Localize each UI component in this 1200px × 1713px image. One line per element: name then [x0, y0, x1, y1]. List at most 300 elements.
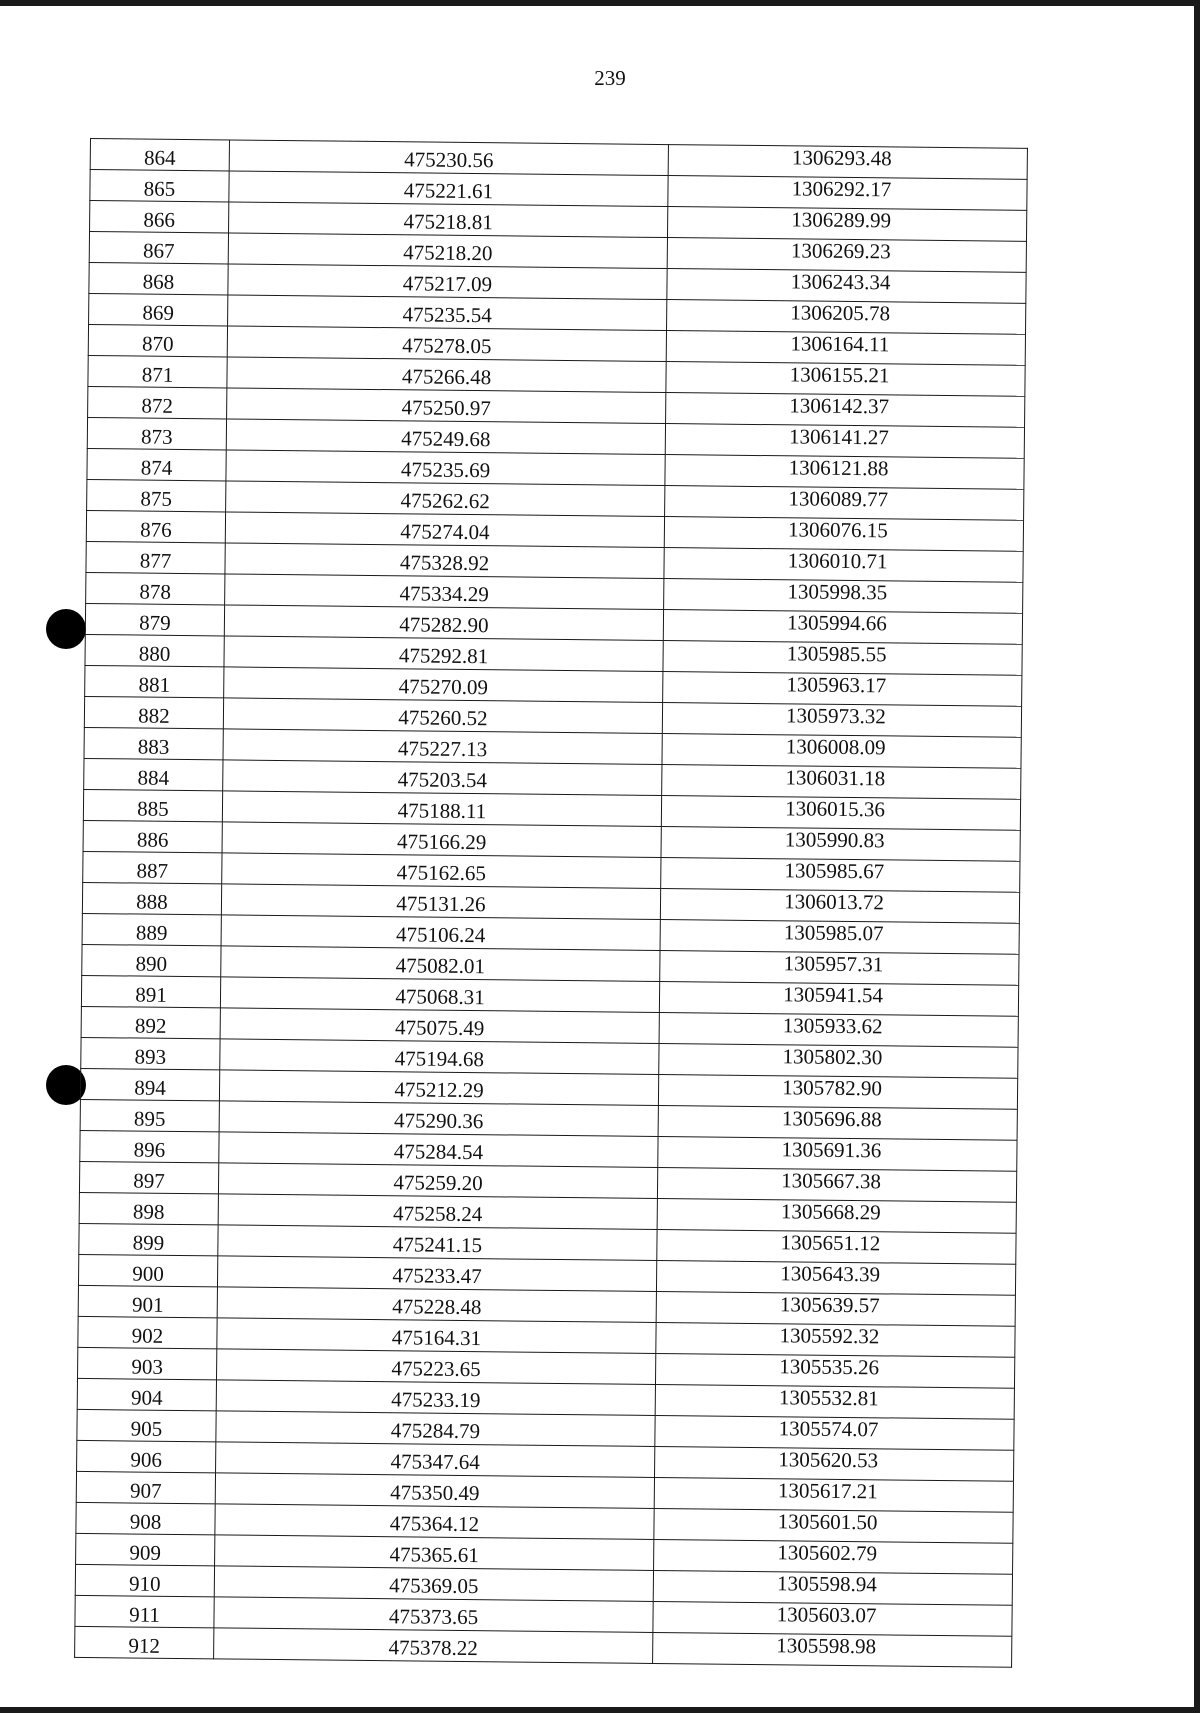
x-coordinate-text: 475233.47 [392, 1263, 482, 1289]
point-number-cell [80, 1099, 219, 1131]
point-number-cell [89, 232, 228, 264]
x-coordinate-cell [224, 667, 663, 703]
x-coordinate-cell [221, 946, 660, 982]
y-coordinate-cell [663, 672, 1022, 707]
y-coordinate-text: 1305574.07 [778, 1416, 879, 1442]
y-coordinate-cell [664, 579, 1023, 614]
point-number-text: 901 [131, 1292, 164, 1317]
y-coordinate-cell [665, 455, 1024, 490]
point-number-text: 898 [132, 1199, 165, 1224]
point-number-cell [86, 541, 225, 573]
y-coordinate-text: 1306155.21 [789, 362, 890, 388]
y-coordinate-text: 1305802.30 [782, 1044, 883, 1070]
y-coordinate-cell [654, 1508, 1013, 1543]
x-coordinate-cell [215, 1535, 654, 1571]
x-coordinate-cell [214, 1628, 653, 1664]
x-coordinate-text: 475365.61 [389, 1542, 479, 1568]
point-number-text: 878 [139, 579, 172, 604]
y-coordinate-text: 1305598.94 [776, 1571, 877, 1597]
y-coordinate-text: 1306010.71 [787, 548, 888, 574]
y-coordinate-cell [661, 796, 1020, 831]
x-coordinate-text: 475203.54 [397, 767, 488, 793]
x-coordinate-text: 475378.22 [388, 1635, 478, 1661]
x-coordinate-text: 475194.68 [394, 1046, 485, 1072]
y-coordinate-text: 1306292.17 [791, 176, 892, 202]
y-coordinate-text: 1306141.27 [788, 424, 889, 450]
x-coordinate-text: 475075.49 [394, 1015, 485, 1041]
y-coordinate-text: 1305941.54 [783, 982, 884, 1008]
y-coordinate-cell [667, 238, 1026, 273]
point-number-text: 911 [129, 1602, 161, 1627]
point-number-text: 871 [141, 362, 174, 387]
coordinate-table [74, 138, 1028, 1668]
y-coordinate-cell [663, 610, 1022, 645]
x-coordinate-text: 475260.52 [398, 705, 488, 731]
y-coordinate-cell [656, 1322, 1015, 1357]
x-coordinate-text: 475106.24 [395, 922, 486, 948]
point-number-text: 864 [143, 145, 176, 170]
x-coordinate-text: 475235.54 [402, 302, 492, 328]
coordinate-table-wrapper [74, 138, 1024, 1668]
x-coordinate-text: 475228.48 [392, 1294, 482, 1320]
y-coordinate-cell [657, 1168, 1016, 1203]
y-coordinate-cell [665, 486, 1024, 521]
y-coordinate-text: 1305963.17 [786, 672, 887, 698]
y-coordinate-text: 1306121.88 [788, 455, 889, 481]
y-coordinate-cell [660, 920, 1019, 955]
x-coordinate-cell [217, 1256, 656, 1292]
x-coordinate-text: 475218.81 [403, 209, 493, 235]
x-coordinate-text: 475164.31 [391, 1325, 482, 1351]
point-number-text: 880 [138, 641, 171, 666]
y-coordinate-cell [658, 1106, 1017, 1141]
y-coordinate-text: 1305651.12 [780, 1230, 881, 1256]
x-coordinate-text: 475266.48 [401, 364, 492, 390]
point-number-cell [80, 1130, 219, 1162]
scan-border-right [1194, 0, 1200, 1713]
point-number-cell [88, 386, 227, 418]
y-coordinate-cell [666, 393, 1025, 428]
point-number-cell [76, 1502, 215, 1534]
x-coordinate-text: 475223.65 [391, 1356, 481, 1382]
x-coordinate-text: 475249.68 [401, 426, 491, 452]
y-coordinate-text: 1305782.90 [782, 1075, 883, 1101]
x-coordinate-text: 475270.09 [398, 674, 489, 700]
y-coordinate-text: 1306289.99 [791, 207, 892, 233]
y-coordinate-text: 1305998.35 [787, 579, 888, 605]
x-coordinate-cell [226, 481, 665, 517]
y-coordinate-cell [662, 734, 1021, 769]
x-coordinate-cell [225, 574, 664, 610]
y-coordinate-text: 1306089.77 [788, 486, 889, 512]
y-coordinate-cell [653, 1570, 1012, 1605]
x-coordinate-cell [223, 729, 662, 765]
y-coordinate-text: 1306015.36 [785, 796, 886, 822]
x-coordinate-text: 475350.49 [390, 1480, 480, 1506]
x-coordinate-cell [227, 357, 666, 393]
point-number-text: 884 [137, 765, 170, 790]
x-coordinate-text: 475162.65 [396, 860, 487, 886]
point-number-text: 886 [136, 827, 169, 852]
point-number-text: 879 [139, 610, 171, 635]
point-number-text: 908 [129, 1509, 162, 1534]
x-coordinate-text: 475221.61 [403, 178, 494, 204]
x-coordinate-cell [219, 1070, 658, 1106]
point-number-text: 883 [137, 734, 170, 759]
point-number-text: 906 [130, 1447, 163, 1472]
point-number-cell [78, 1316, 217, 1348]
point-number-text: 895 [133, 1106, 166, 1131]
y-coordinate-text: 1306205.78 [790, 300, 891, 326]
y-coordinate-text: 1305990.83 [784, 827, 885, 853]
x-coordinate-cell [217, 1349, 656, 1385]
x-coordinate-text: 475217.09 [402, 271, 493, 297]
point-number-text: 893 [134, 1044, 167, 1069]
y-coordinate-cell [667, 300, 1026, 335]
y-coordinate-cell [661, 827, 1020, 862]
x-coordinate-cell [216, 1442, 655, 1478]
point-number-cell [83, 789, 222, 821]
y-coordinate-cell [661, 858, 1020, 893]
point-number-text: 897 [133, 1168, 165, 1193]
point-number-text: 885 [137, 796, 169, 821]
point-number-text: 877 [139, 548, 172, 573]
point-number-text: 909 [129, 1540, 162, 1565]
point-number-cell [85, 665, 224, 697]
point-number-cell [76, 1533, 215, 1565]
point-number-text: 869 [142, 300, 175, 325]
punch-hole [46, 609, 86, 649]
point-number-cell [90, 139, 229, 171]
x-coordinate-text: 475292.81 [398, 643, 489, 669]
point-number-cell [83, 820, 222, 852]
x-coordinate-text: 475334.29 [399, 581, 489, 607]
y-coordinate-cell [668, 145, 1027, 180]
point-number-text: 907 [129, 1478, 162, 1503]
point-number-cell [88, 324, 227, 356]
point-number-text: 875 [140, 486, 173, 511]
point-number-cell [78, 1347, 217, 1379]
y-coordinate-text: 1306031.18 [785, 765, 886, 791]
y-coordinate-cell [660, 951, 1019, 986]
y-coordinate-cell [667, 269, 1026, 304]
y-coordinate-cell [654, 1539, 1013, 1574]
point-number-cell [82, 913, 221, 945]
y-coordinate-cell [655, 1353, 1014, 1388]
x-coordinate-text: 475282.90 [399, 612, 489, 638]
x-coordinate-text: 475364.12 [389, 1511, 480, 1537]
x-coordinate-cell [227, 326, 666, 362]
point-number-text: 866 [143, 207, 176, 232]
y-coordinate-cell [668, 176, 1027, 211]
point-number-cell [85, 603, 224, 635]
point-number-cell [81, 1037, 220, 1069]
y-coordinate-cell [666, 331, 1025, 366]
x-coordinate-cell [219, 1101, 658, 1137]
x-coordinate-text: 475235.69 [400, 457, 491, 483]
point-number-text: 903 [131, 1354, 164, 1379]
scan-border-top [0, 0, 1200, 6]
x-coordinate-text: 475250.97 [401, 395, 491, 421]
y-coordinate-cell [657, 1199, 1016, 1234]
x-coordinate-text: 475262.62 [400, 488, 490, 514]
x-coordinate-text: 475082.01 [395, 953, 486, 979]
point-number-text: 891 [135, 982, 167, 1007]
x-coordinate-text: 475068.31 [395, 984, 485, 1010]
x-coordinate-cell [223, 760, 662, 796]
x-coordinate-text: 475258.24 [393, 1201, 483, 1227]
point-number-text: 899 [132, 1230, 165, 1255]
point-number-cell [86, 510, 225, 542]
point-number-cell [84, 727, 223, 759]
point-number-cell [83, 851, 222, 883]
x-coordinate-cell [218, 1194, 657, 1230]
point-number-text: 890 [135, 951, 168, 976]
x-coordinate-cell [228, 295, 667, 331]
y-coordinate-text: 1305668.29 [780, 1199, 881, 1225]
y-coordinate-cell [658, 1075, 1017, 1110]
y-coordinate-text: 1305643.39 [780, 1261, 881, 1287]
x-coordinate-cell [220, 1039, 659, 1075]
x-coordinate-cell [229, 202, 668, 238]
point-number-cell [80, 1068, 219, 1100]
x-coordinate-text: 475131.26 [396, 891, 486, 917]
x-coordinate-text: 475188.11 [397, 798, 487, 824]
y-coordinate-cell [654, 1477, 1013, 1512]
y-coordinate-text: 1305598.98 [776, 1633, 877, 1659]
point-number-text: 896 [133, 1137, 166, 1162]
y-coordinate-cell [662, 765, 1021, 800]
y-coordinate-cell [664, 517, 1023, 552]
x-coordinate-cell [215, 1473, 654, 1509]
point-number-cell [90, 201, 229, 233]
y-coordinate-cell [657, 1229, 1016, 1264]
point-number-cell [81, 1006, 220, 1038]
point-number-text: 868 [142, 269, 175, 294]
y-coordinate-cell [659, 1013, 1018, 1048]
point-number-text: 889 [135, 920, 168, 945]
x-coordinate-cell [218, 1163, 657, 1199]
y-coordinate-text: 1305994.66 [786, 610, 887, 636]
y-coordinate-text: 1305620.53 [778, 1447, 879, 1473]
point-number-cell [79, 1192, 218, 1224]
x-coordinate-text: 475166.29 [396, 829, 487, 855]
point-number-cell [78, 1285, 217, 1317]
y-coordinate-cell [653, 1601, 1012, 1636]
y-coordinate-text: 1305933.62 [782, 1013, 883, 1039]
y-coordinate-text: 1305592.32 [779, 1323, 880, 1349]
y-coordinate-text: 1306164.11 [790, 331, 890, 357]
point-number-cell [77, 1378, 216, 1410]
point-number-cell [79, 1223, 218, 1255]
page-number: 239 [594, 66, 626, 90]
x-coordinate-text: 475284.79 [390, 1418, 481, 1444]
point-number-cell [85, 634, 224, 666]
y-coordinate-text: 1305667.38 [781, 1168, 882, 1194]
y-coordinate-text: 1306008.09 [785, 734, 886, 760]
y-coordinate-cell [667, 207, 1026, 242]
x-coordinate-cell [218, 1225, 657, 1261]
x-coordinate-cell [217, 1287, 656, 1323]
y-coordinate-text: 1306013.72 [784, 889, 885, 915]
point-number-cell [86, 572, 225, 604]
point-number-text: 902 [131, 1323, 164, 1348]
x-coordinate-text: 475274.04 [400, 519, 490, 545]
y-coordinate-text: 1305617.21 [777, 1478, 878, 1504]
x-coordinate-text: 475241.15 [392, 1232, 483, 1258]
x-coordinate-cell [225, 543, 664, 579]
x-coordinate-cell [223, 698, 662, 734]
point-number-text: 910 [128, 1571, 161, 1596]
point-number-text: 904 [130, 1385, 163, 1410]
y-coordinate-cell [659, 1044, 1018, 1079]
y-coordinate-cell [665, 424, 1024, 459]
y-coordinate-cell [663, 641, 1022, 676]
y-coordinate-cell [655, 1446, 1014, 1481]
point-number-text: 873 [141, 424, 173, 449]
point-number-cell [87, 479, 226, 511]
x-coordinate-cell [228, 233, 667, 269]
y-coordinate-text: 1305985.07 [783, 920, 884, 946]
point-number-text: 888 [136, 889, 168, 914]
y-coordinate-text: 1305691.36 [781, 1137, 882, 1163]
x-coordinate-cell [224, 605, 663, 641]
point-number-text: 905 [130, 1416, 163, 1441]
y-coordinate-text: 1305985.55 [786, 641, 887, 667]
x-coordinate-cell [219, 1132, 658, 1168]
coordinate-table-body [75, 139, 1028, 1668]
x-coordinate-text: 475212.29 [394, 1077, 484, 1103]
x-coordinate-text: 475290.36 [393, 1108, 484, 1134]
y-coordinate-cell [655, 1415, 1014, 1450]
x-coordinate-cell [221, 884, 660, 920]
point-number-cell [77, 1440, 216, 1472]
point-number-cell [75, 1595, 214, 1627]
point-number-text: 900 [132, 1261, 164, 1286]
point-number-text: 870 [141, 331, 174, 356]
y-coordinate-cell [655, 1384, 1014, 1419]
point-number-cell [88, 355, 227, 387]
x-coordinate-text: 475328.92 [399, 550, 490, 576]
point-number-text: 887 [136, 858, 169, 883]
x-coordinate-text: 475369.05 [389, 1573, 479, 1599]
point-number-text: 892 [134, 1013, 167, 1038]
x-coordinate-cell [222, 853, 661, 889]
y-coordinate-text: 1306076.15 [787, 517, 888, 543]
point-number-cell [79, 1161, 218, 1193]
x-coordinate-text: 475284.54 [393, 1139, 484, 1165]
y-coordinate-cell [664, 548, 1023, 583]
point-number-text: 874 [140, 455, 173, 480]
y-coordinate-cell [660, 889, 1019, 924]
y-coordinate-text: 1306243.34 [790, 269, 891, 295]
point-number-cell [84, 696, 223, 728]
x-coordinate-cell [225, 512, 664, 548]
x-coordinate-text: 475347.64 [390, 1449, 480, 1475]
point-number-cell [87, 417, 226, 449]
y-coordinate-text: 1305973.32 [785, 703, 886, 729]
point-number-cell [89, 293, 228, 325]
y-coordinate-cell [662, 703, 1021, 738]
y-coordinate-text: 1305639.57 [779, 1292, 880, 1318]
y-coordinate-cell [666, 362, 1025, 397]
scan-border-bottom [0, 1707, 1200, 1713]
x-coordinate-cell [221, 915, 660, 951]
y-coordinate-cell [659, 982, 1018, 1017]
x-coordinate-cell [216, 1380, 655, 1416]
point-number-text: 872 [141, 393, 174, 418]
x-coordinate-cell [229, 171, 668, 207]
x-coordinate-cell [220, 977, 659, 1013]
point-number-cell [75, 1564, 214, 1596]
y-coordinate-text: 1305601.50 [777, 1509, 878, 1535]
y-coordinate-text: 1305535.26 [779, 1354, 880, 1380]
x-coordinate-cell [227, 388, 666, 424]
point-number-text: 894 [134, 1075, 166, 1100]
point-number-cell [76, 1471, 215, 1503]
x-coordinate-cell [220, 1008, 659, 1044]
y-coordinate-cell [658, 1137, 1017, 1172]
x-coordinate-text: 475233.19 [391, 1387, 481, 1413]
point-number-cell [77, 1409, 216, 1441]
point-number-cell [84, 758, 223, 790]
y-coordinate-text: 1305957.31 [783, 951, 884, 977]
point-number-cell [89, 262, 228, 294]
point-number-cell [78, 1254, 217, 1286]
x-coordinate-cell [217, 1318, 656, 1354]
point-number-cell [90, 170, 229, 202]
y-coordinate-text: 1305602.79 [777, 1540, 878, 1566]
x-coordinate-cell [229, 140, 668, 176]
point-number-cell [81, 975, 220, 1007]
x-coordinate-cell [226, 419, 665, 455]
y-coordinate-text: 1306142.37 [789, 393, 890, 419]
x-coordinate-text: 475278.05 [402, 333, 492, 359]
y-coordinate-cell [656, 1260, 1015, 1295]
x-coordinate-cell [215, 1504, 654, 1540]
point-number-text: 867 [142, 238, 175, 263]
x-coordinate-text: 475259.20 [393, 1170, 483, 1196]
y-coordinate-text: 1306293.48 [791, 145, 892, 171]
x-coordinate-text: 475218.20 [403, 240, 493, 266]
x-coordinate-cell [228, 264, 667, 300]
y-coordinate-cell [653, 1632, 1012, 1667]
point-number-cell [75, 1626, 214, 1658]
y-coordinate-text: 1305696.88 [781, 1106, 882, 1132]
point-number-cell [87, 448, 226, 480]
x-coordinate-cell [214, 1566, 653, 1602]
point-number-text: 865 [143, 176, 176, 201]
point-number-text: 881 [138, 672, 171, 697]
x-coordinate-text: 475373.65 [388, 1604, 479, 1630]
x-coordinate-text: 475227.13 [397, 736, 488, 762]
y-coordinate-text: 1305532.81 [778, 1385, 879, 1411]
x-coordinate-text: 475230.56 [404, 147, 494, 173]
point-number-text: 912 [128, 1633, 161, 1658]
x-coordinate-cell [214, 1597, 653, 1633]
y-coordinate-text: 1305603.07 [776, 1602, 877, 1628]
y-coordinate-text: 1306269.23 [790, 238, 891, 264]
x-coordinate-cell [226, 450, 665, 486]
x-coordinate-cell [216, 1411, 655, 1447]
point-number-cell [82, 944, 221, 976]
point-number-cell [82, 882, 221, 914]
x-coordinate-cell [224, 636, 663, 672]
x-coordinate-cell [222, 822, 661, 858]
x-coordinate-cell [222, 791, 661, 827]
point-number-text: 882 [138, 703, 170, 728]
y-coordinate-cell [656, 1291, 1015, 1326]
